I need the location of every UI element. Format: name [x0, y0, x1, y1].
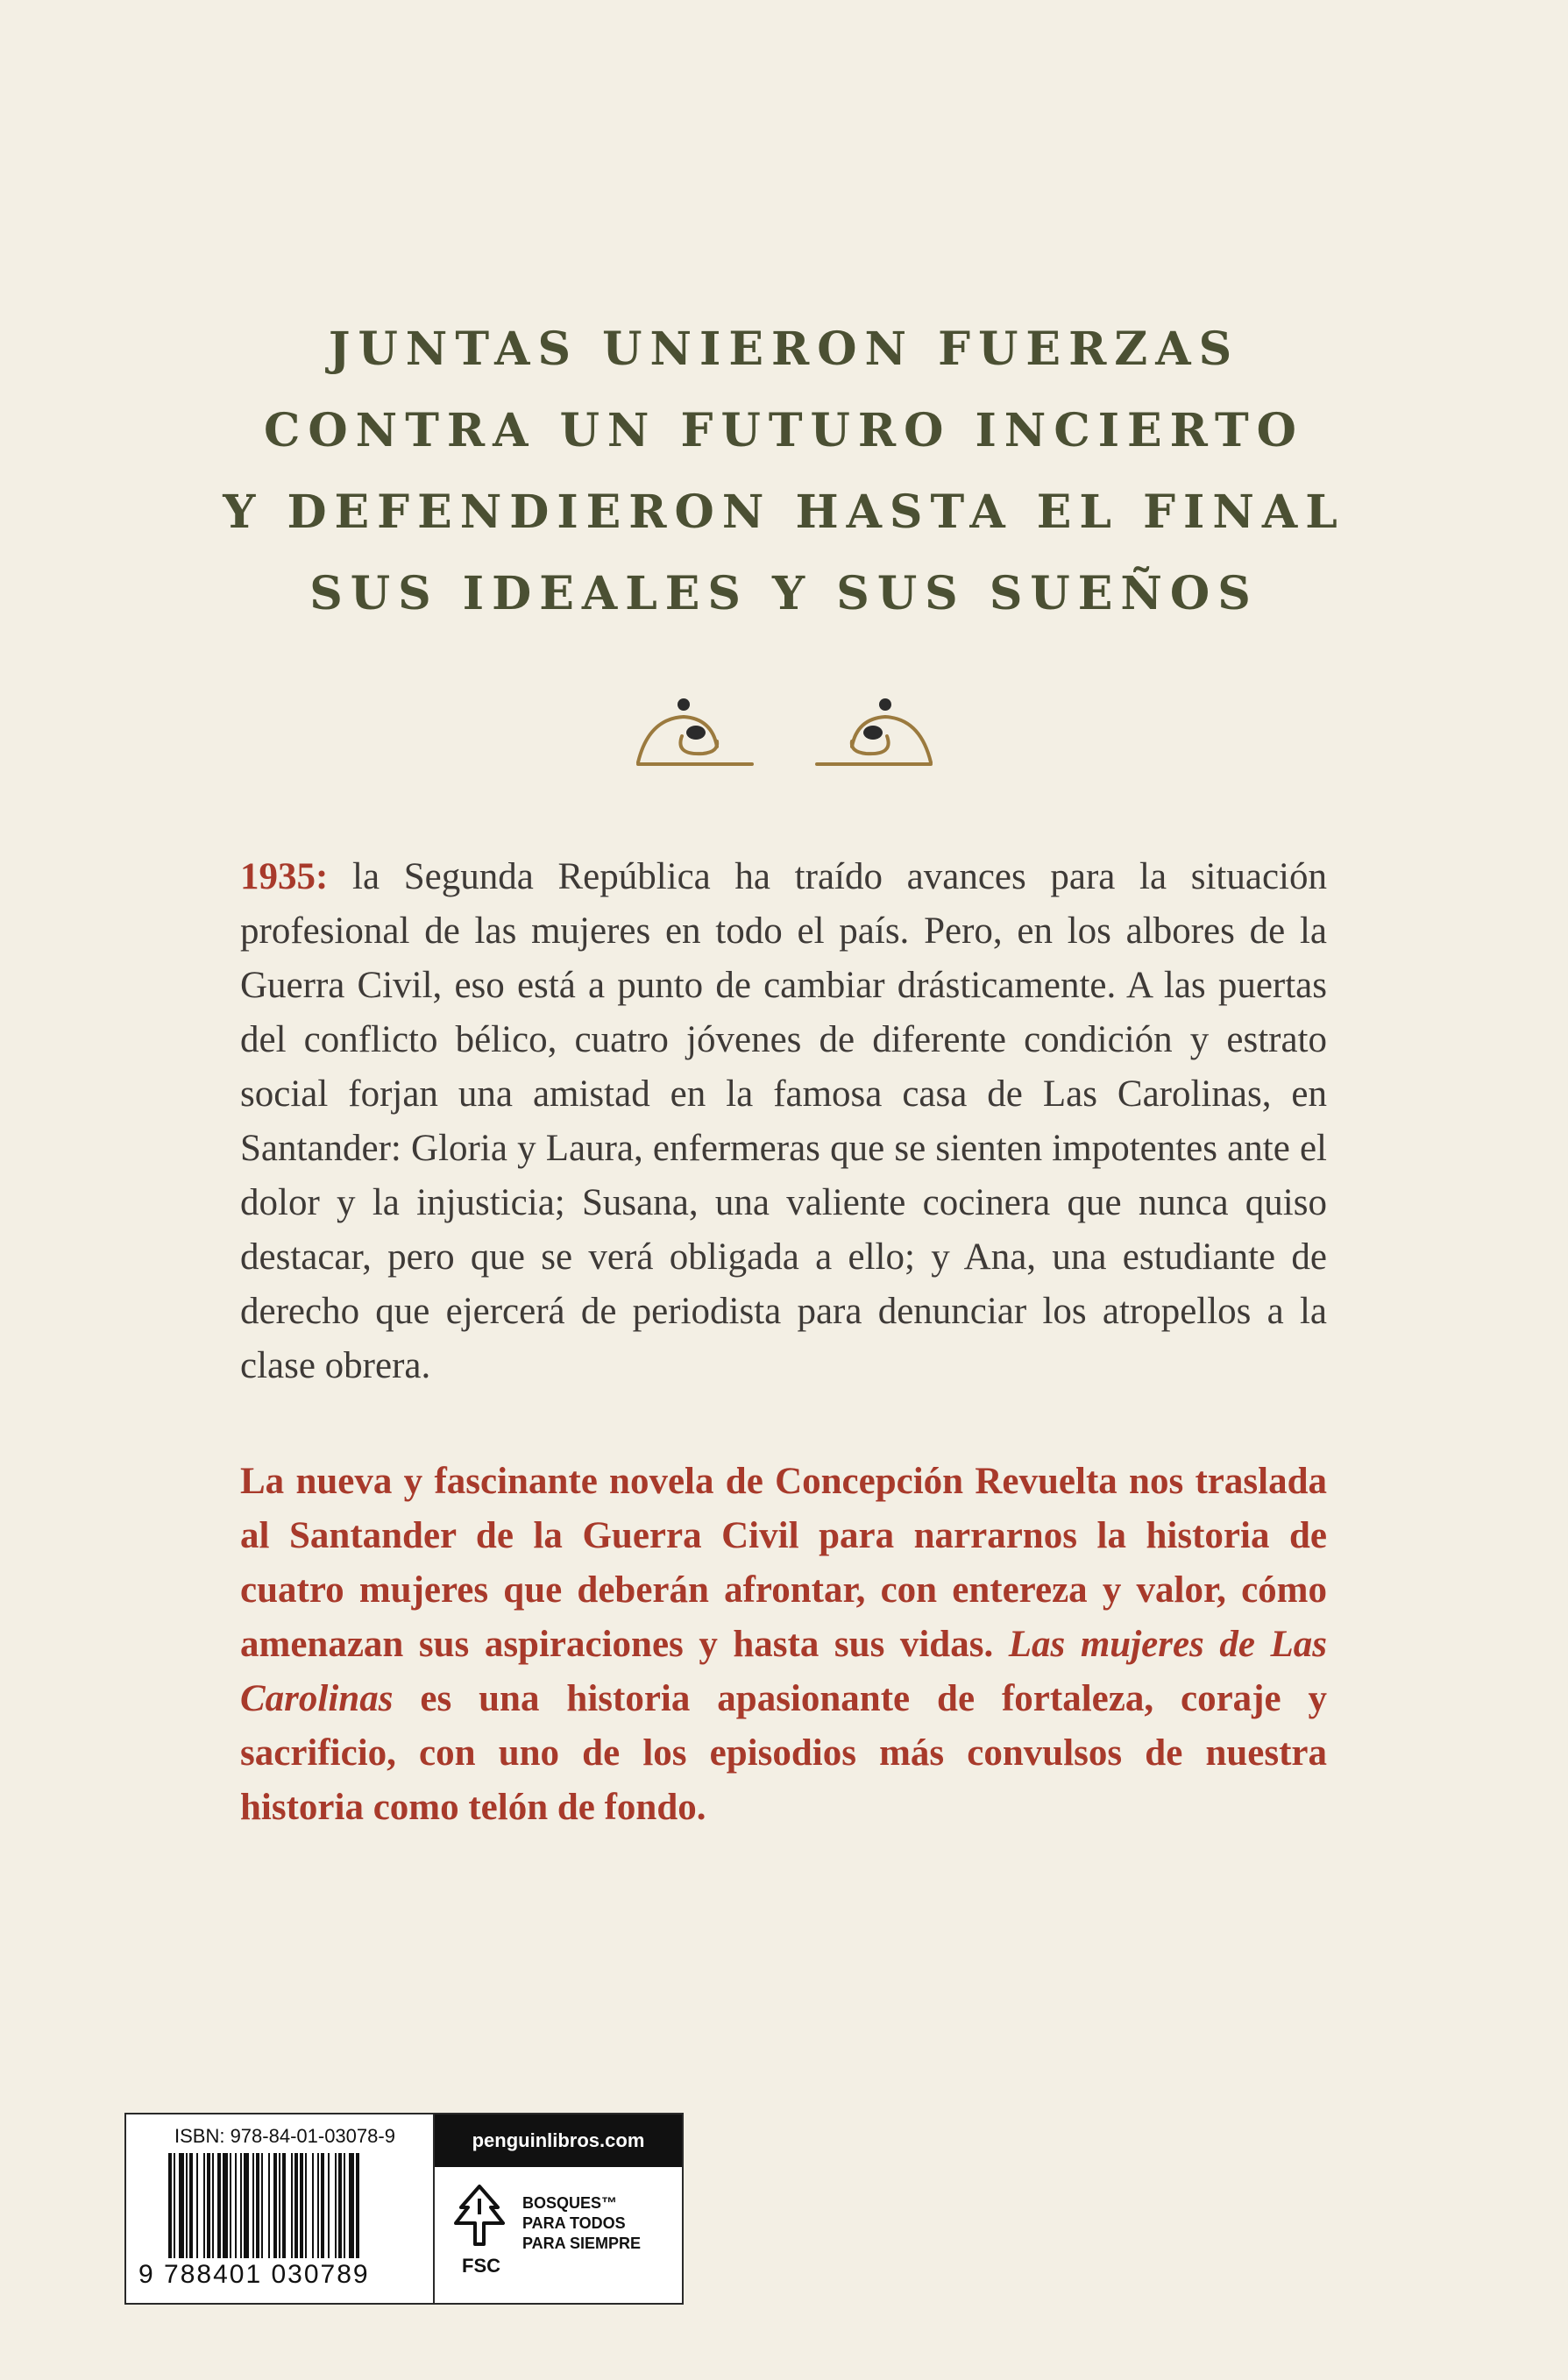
tagline	[0, 308, 1568, 634]
synopsis-year: 1935:	[240, 856, 329, 897]
publisher-panel	[435, 2114, 682, 2303]
barcode-digits: 9 788401 030789	[138, 2260, 370, 2289]
tagline-line: CONTRA UN FUTURO INCIERTO	[264, 404, 1304, 457]
fsc-line: BOSQUES™	[522, 2194, 618, 2212]
blurb	[240, 1455, 1327, 1835]
floral-ornament-icon	[631, 692, 938, 771]
fsc-text	[522, 2193, 641, 2254]
barcode-box	[124, 2113, 684, 2305]
book-title: Las mujeres de Las Carolinas	[240, 1624, 1327, 1719]
blurb-text: es una historia apasionante de fortaleza, coraje y sacrificio, con uno de los episodios más convulsos de nuestra historia como telón de fondo.	[240, 1678, 1327, 1828]
fsc-tree-icon	[452, 2183, 507, 2253]
barcode-icon	[168, 2153, 414, 2258]
synopsis	[240, 850, 1327, 1393]
tagline-line: Y DEFENDIERON HASTA EL FINAL	[223, 485, 1345, 539]
fsc-line: PARA SIEMPRE	[522, 2235, 642, 2252]
blurb-text: La nueva y fascinante novela de Concepción Revuelta nos traslada al Santander de la Guerra Civil para narrarnos la historia de cuatro mujeres que deberán afrontar, con entereza y valor, cómo amenazan sus aspiraciones y hasta sus vidas.	[240, 1461, 1327, 1665]
barcode-panel	[126, 2114, 435, 2303]
isbn-label: ISBN: 978-84-01-03078-9	[174, 2125, 395, 2147]
synopsis-text: la Segunda República ha traído avances para la situación profesional de las mujeres en todo el país. Pero, en los albores de la Guerra Civil, eso está a punto de cambiar drásticamente. A las puertas del conflicto bélico, cuatro jóvenes de diferente condición y estrato social forjan una amistad en la famosa casa de Las Carolinas, en Santander: Gloria y Laura, enfermeras que se sienten impotentes ante el dolor y la injusticia; Susana, una valiente cocinera que nunca quiso destacar, pero que se verá obligada a ello; y Ana, una estudiante de derecho que ejercerá de periodista para denunciar los atropellos a la clase obrera.	[240, 856, 1327, 1386]
fsc-label: FSC	[462, 2255, 500, 2277]
publisher-website: penguinlibros.com	[435, 2114, 682, 2167]
tagline-line: SUS IDEALES Y SUS SUEÑOS	[309, 567, 1259, 620]
tagline-line: JUNTAS UNIERON FUERZAS	[328, 322, 1240, 376]
fsc-line: PARA TODOS	[522, 2214, 626, 2232]
